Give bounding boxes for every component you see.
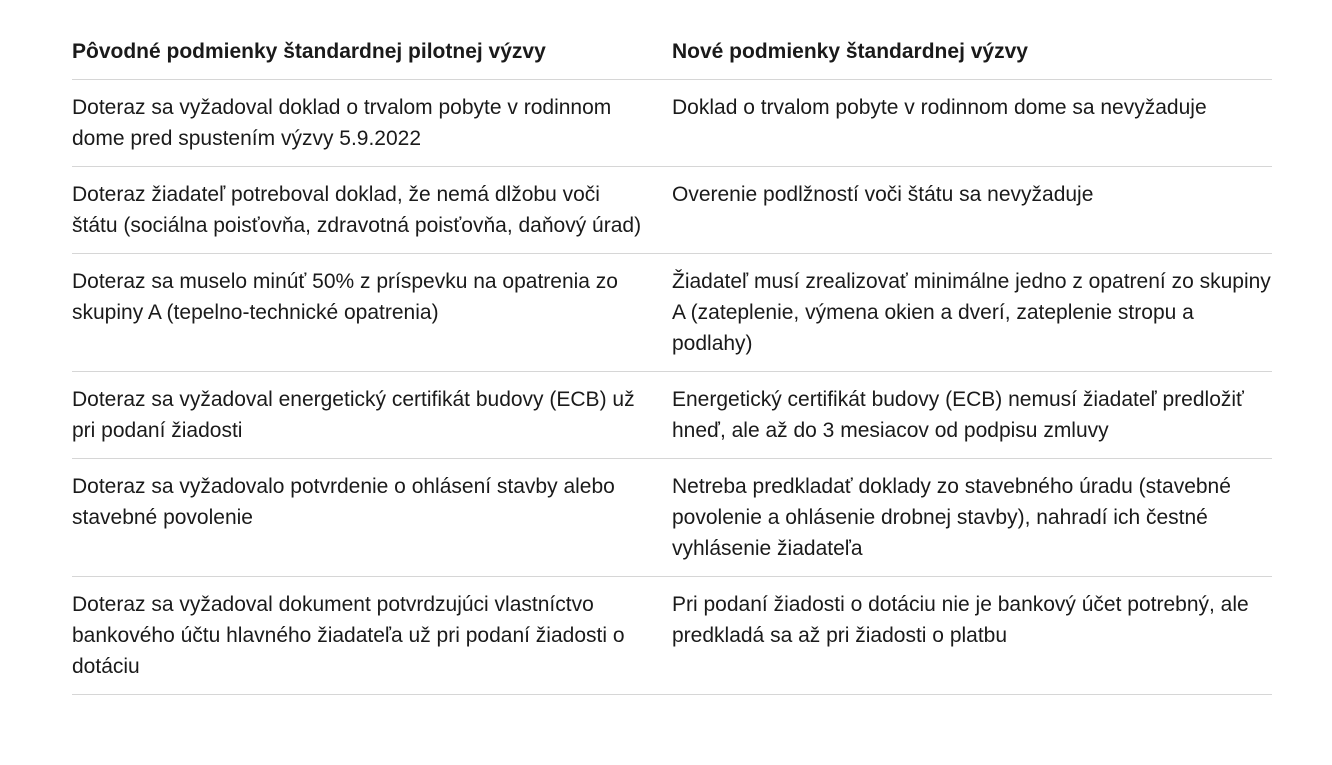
table-header-row bbox=[72, 24, 1272, 80]
new-condition-cell: Energetický certifikát budovy (ECB) nemusí žiadateľ predložiť hneď, ale až do 3 mesiacov od podpisu zmluvy bbox=[672, 372, 1272, 459]
header-new-conditions: Nové podmienky štandardnej výzvy bbox=[672, 24, 1272, 80]
table-row bbox=[72, 372, 1272, 459]
new-condition-cell: Žiadateľ musí zrealizovať minimálne jedno z opatrení zo skupiny A (zateplenie, výmena okien a dverí, zateplenie stropu a podlahy) bbox=[672, 254, 1272, 372]
new-condition-cell: Overenie podlžností voči štátu sa nevyžaduje bbox=[672, 167, 1272, 254]
new-condition-cell: Pri podaní žiadosti o dotáciu nie je bankový účet potrebný, ale predkladá sa až pri žiadosti o platbu bbox=[672, 577, 1272, 695]
original-condition-cell: Doteraz sa vyžadoval energetický certifikát budovy (ECB) už pri podaní žiadosti bbox=[72, 372, 672, 459]
table-row bbox=[72, 80, 1272, 167]
new-condition-cell: Doklad o trvalom pobyte v rodinnom dome sa nevyžaduje bbox=[672, 80, 1272, 167]
comparison-table-container bbox=[72, 24, 1272, 695]
table-body bbox=[72, 80, 1272, 695]
new-condition-cell: Netreba predkladať doklady zo stavebného úradu (stavebné povolenie a ohlásenie drobnej stavby), nahradí ich čestné vyhlásenie žiadateľa bbox=[672, 459, 1272, 577]
table-row bbox=[72, 254, 1272, 372]
original-condition-cell: Doteraz sa vyžadoval doklad o trvalom pobyte v rodinnom dome pred spustením výzvy 5.9.2022 bbox=[72, 80, 672, 167]
table-row bbox=[72, 577, 1272, 695]
header-original-conditions: Pôvodné podmienky štandardnej pilotnej výzvy bbox=[72, 24, 672, 80]
original-condition-cell: Doteraz sa vyžadovalo potvrdenie o ohlásení stavby alebo stavebné povolenie bbox=[72, 459, 672, 577]
original-condition-cell: Doteraz žiadateľ potreboval doklad, že nemá dlžobu voči štátu (sociálna poisťovňa, zdravotná poisťovňa, daňový úrad) bbox=[72, 167, 672, 254]
table-row bbox=[72, 459, 1272, 577]
table-header bbox=[72, 24, 1272, 80]
original-condition-cell: Doteraz sa muselo minúť 50% z príspevku na opatrenia zo skupiny A (tepelno-technické opatrenia) bbox=[72, 254, 672, 372]
original-condition-cell: Doteraz sa vyžadoval dokument potvrdzujúci vlastníctvo bankového účtu hlavného žiadateľa už pri podaní žiadosti o dotáciu bbox=[72, 577, 672, 695]
table-row bbox=[72, 167, 1272, 254]
comparison-table bbox=[72, 24, 1272, 695]
